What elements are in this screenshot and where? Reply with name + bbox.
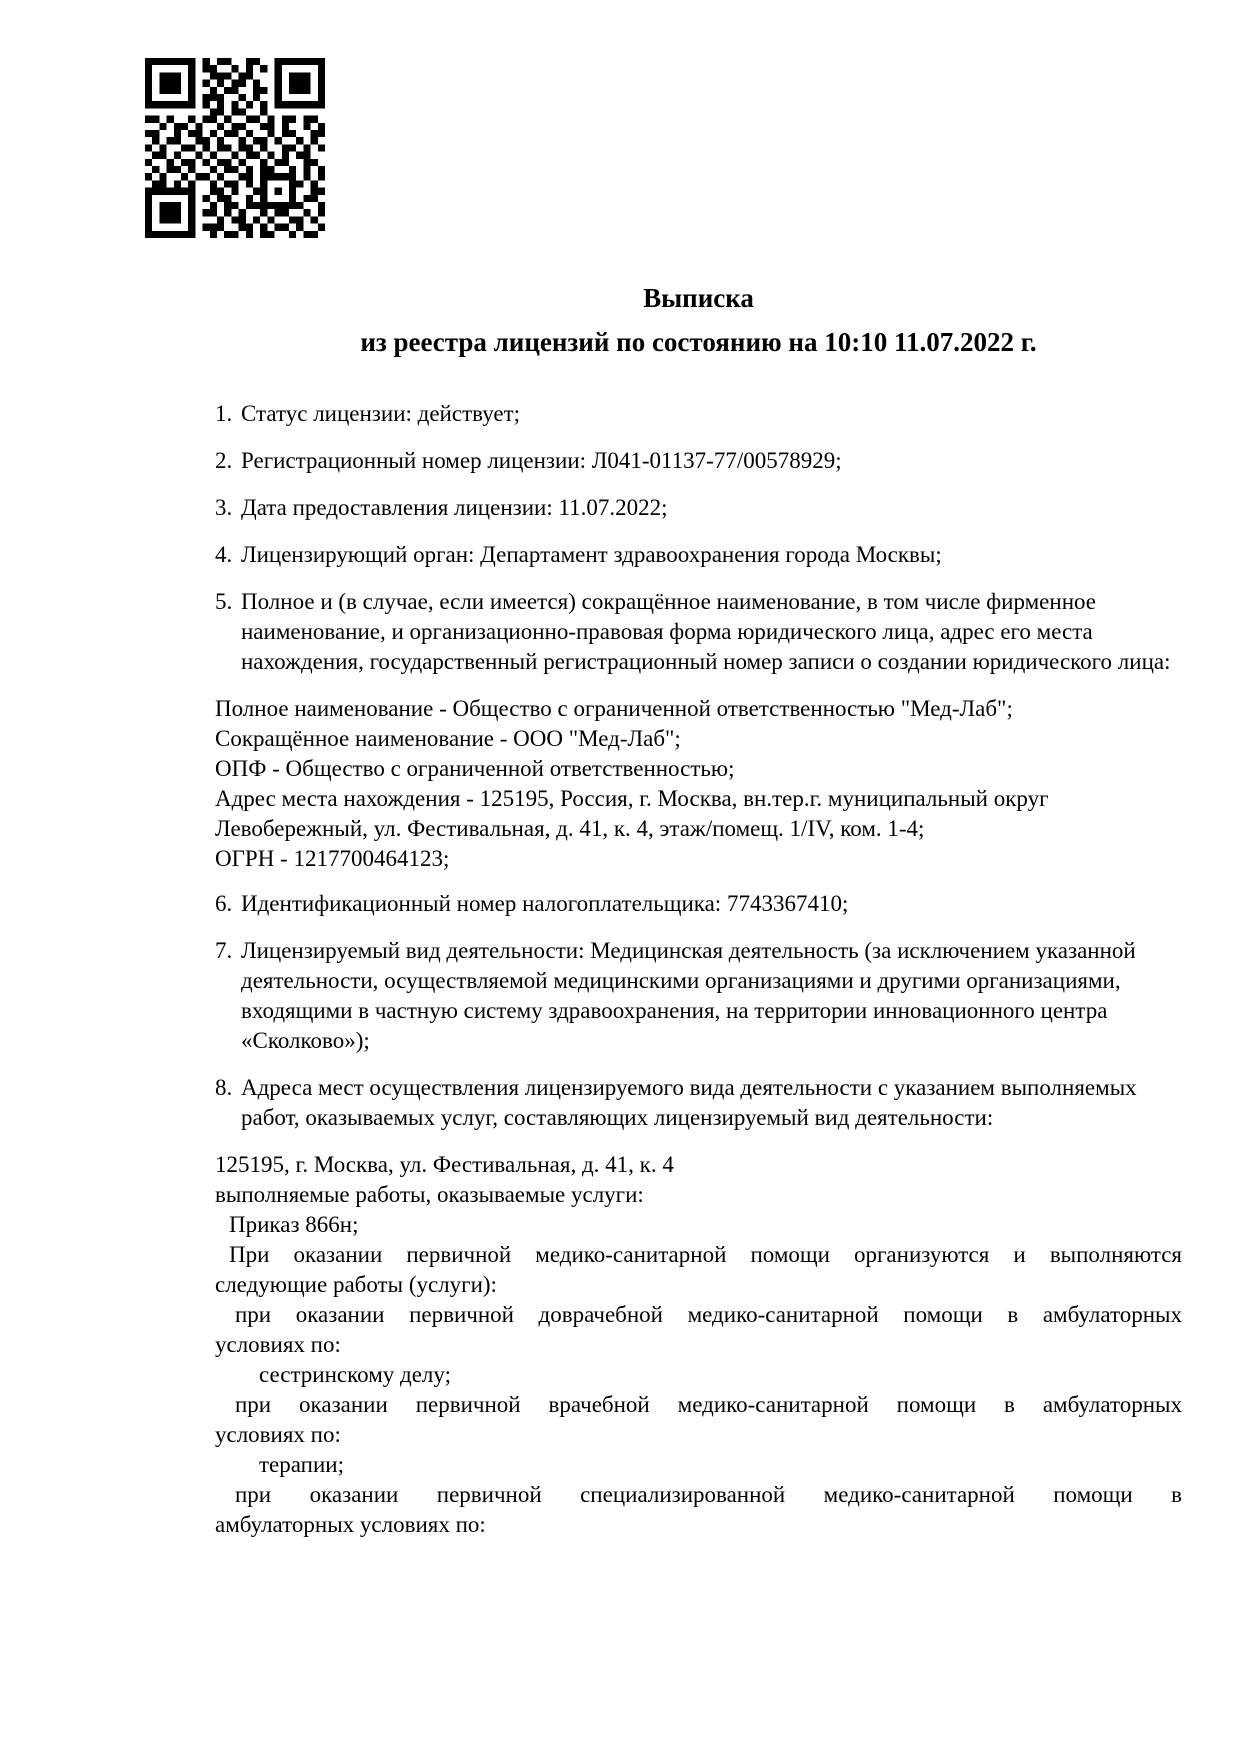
list-item-inn [215,889,1182,919]
work-line: при оказании первичной врачебной медико-санитарной помощи в амбулаторных [235,1392,1182,1417]
work-line: условиях по: [215,1422,341,1447]
document-content [215,283,1182,1540]
item-number: 2. [215,448,233,473]
item-text: Лицензирующий орган: Департамент здравоохранения города Москвы; [241,542,942,567]
org-ogrn: ОГРН - 1217700464123; [215,846,450,871]
list-item-reg-number [215,446,1182,476]
org-short-name: Сокращённое наименование - ООО "Мед-Лаб"; [215,726,681,751]
works-intro: выполняемые работы, оказываемые услуги: [215,1182,644,1207]
list-item-org-names [215,587,1182,677]
item-text: Статус лицензии: действует; [241,401,521,426]
item-text: Адреса мест осуществления лицензируемого вида деятельности с указанием выполняемых работ, оказываемых услуг, составляющих лицензируемый вид деятельности: [241,1075,1137,1130]
org-address: Адрес места нахождения - 125195, Россия, г. Москва, вн.тер.г. муниципальный округ Левобережный, ул. Фестивальная, д. 41, к. 4, этаж/помещ. 1/IV, ком. 1-4; [215,786,1049,841]
list-item-grant-date [215,493,1182,523]
item-number: 4. [215,542,233,567]
work-line: амбулаторных условиях по: [215,1512,486,1537]
item-text: Полное и (в случае, если имеется) сокращённое наименование, в том числе фирменное наименование, и организационно-правовая форма юридического лица, адрес его места нахождения, государственный регистрационный номер записи о создании юридического лица: [241,589,1171,674]
item-number: 1. [215,401,233,426]
item-number: 5. [215,589,233,614]
work-line: Приказ 866н; [229,1212,359,1237]
list-item-activity-addresses [215,1073,1182,1133]
work-line: при оказании первичной доврачебной медико-санитарной помощи в амбулаторных [235,1302,1182,1327]
item-text: Лицензируемый вид деятельности: Медицинская деятельность (за исключением указанной деятельности, осуществляемой медицинскими организациями и другими организациями, входящими в частную систему здравоохранения, на территории инновационного центра «Сколково»); [241,938,1136,1053]
qr-code [145,58,325,238]
item-text: Идентификационный номер налогоплательщика: 7743367410; [241,891,849,916]
item-text: Дата предоставления лицензии: 11.07.2022; [241,495,668,520]
item-number: 8. [215,1075,233,1100]
org-legal-form: ОПФ - Общество с ограниченной ответственностью; [215,756,735,781]
item-number: 6. [215,891,233,916]
org-details-block [215,694,1182,874]
list-item-activity-type [215,936,1182,1056]
item-number: 3. [215,495,233,520]
org-full-name: Полное наименование - Общество с ограниченной ответственностью "Мед-Лаб"; [215,696,1013,721]
work-line: следующие работы (услуги): [215,1272,497,1297]
list-item-status [215,399,1182,429]
work-line: условиях по: [215,1332,341,1357]
work-line: сестринскому делу; [259,1362,451,1387]
item-number: 7. [215,938,233,963]
list-item-authority [215,540,1182,570]
work-line: при оказании первичной специализированной медико-санитарной помощи в [235,1482,1182,1507]
doc-subtitle: из реестра лицензий по состоянию на 10:10 11.07.2022 г. [360,327,1037,357]
work-line: терапии; [259,1452,344,1477]
work-line: При оказании первичной медико-санитарной помощи организуются и выполняются [229,1242,1182,1267]
doc-title: Выписка [643,283,754,313]
activity-address: 125195, г. Москва, ул. Фестивальная, д. 41, к. 4 [215,1152,674,1177]
item-text: Регистрационный номер лицензии: Л041-01137-77/00578929; [241,448,842,473]
